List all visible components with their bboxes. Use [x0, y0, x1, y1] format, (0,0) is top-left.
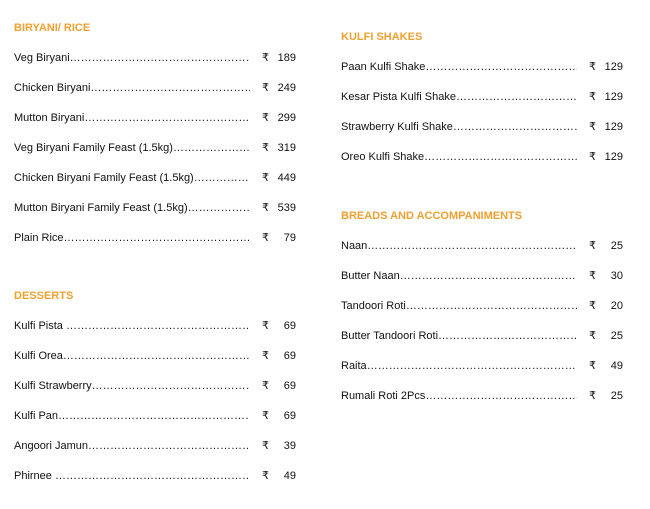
- menu-item-name: Kulfi Orea ……………………………………………………………………………………: [14, 348, 250, 364]
- menu-item-name: Angoori Jamun ……………………………………………………………………………………: [14, 438, 250, 454]
- menu-item: [14, 468, 296, 498]
- menu-item: [341, 149, 623, 179]
- rupee-icon: ₹: [589, 240, 596, 252]
- rupee-icon: ₹: [262, 350, 269, 362]
- menu-item-name: Kulfi Pista ……………………………………………………………………………………: [14, 318, 250, 334]
- menu-item: [14, 438, 296, 468]
- rupee-icon: ₹: [589, 360, 596, 372]
- menu-item-price: 25: [610, 330, 623, 342]
- section-heading: DESSERTS: [14, 290, 74, 302]
- menu-item-name: Chicken Biryani ……………………………………………………………………………………: [14, 80, 250, 96]
- menu-item-price: 449: [277, 172, 296, 184]
- menu-item-price: 20: [610, 300, 623, 312]
- menu-item-name: Mutton Biryani Family Feast (1.5kg) ……………………………………………………………………………………: [14, 200, 250, 216]
- menu-item-name: Naan ……………………………………………………………………………………: [341, 238, 577, 254]
- rupee-icon: ₹: [589, 330, 596, 342]
- menu-item-price: 79: [283, 232, 296, 244]
- menu-item: [14, 80, 296, 110]
- menu-item: [14, 200, 296, 230]
- menu-item: [14, 230, 296, 260]
- menu-item-price: 129: [604, 61, 623, 73]
- menu-item: [341, 59, 623, 89]
- menu-item-name: Rumali Roti 2Pcs ……………………………………………………………………………………: [341, 388, 577, 404]
- menu-item: [341, 89, 623, 119]
- rupee-icon: ₹: [262, 202, 269, 214]
- menu-item-price: 25: [610, 240, 623, 252]
- menu-item: [14, 170, 296, 200]
- menu-item-name: Mutton Biryani ……………………………………………………………………………………: [14, 110, 250, 126]
- menu-item-price: 249: [277, 82, 296, 94]
- menu-item-price: 129: [604, 151, 623, 163]
- menu-item: [14, 110, 296, 140]
- menu-item: [341, 298, 623, 328]
- menu-item-price: 539: [277, 202, 296, 214]
- menu-item: [341, 238, 623, 268]
- menu-item-price: 69: [283, 380, 296, 392]
- menu-item-name: Veg Biryani ……………………………………………………………………………………: [14, 50, 250, 66]
- menu-item-price: 69: [283, 320, 296, 332]
- rupee-icon: ₹: [589, 61, 596, 73]
- rupee-icon: ₹: [262, 232, 269, 244]
- menu-item: [341, 388, 623, 418]
- section-breads-accompaniments: [341, 208, 623, 418]
- rupee-icon: ₹: [589, 390, 596, 402]
- menu-item-name: Plain Rice ……………………………………………………………………………………: [14, 230, 250, 246]
- menu-item-price: 49: [283, 470, 296, 482]
- rupee-icon: ₹: [589, 300, 596, 312]
- rupee-icon: ₹: [262, 320, 269, 332]
- menu-item: [14, 348, 296, 378]
- menu-item-name: Kulfi Pan ……………………………………………………………………………………: [14, 408, 250, 424]
- section-heading: BIRYANI/ RICE: [14, 22, 91, 34]
- menu-item-name: Butter Naan ……………………………………………………………………………………: [341, 268, 577, 284]
- menu-item-price: 69: [283, 410, 296, 422]
- rupee-icon: ₹: [589, 91, 596, 103]
- menu-item-name: Phirnee ……………………………………………………………………………………: [14, 468, 250, 484]
- rupee-icon: ₹: [262, 410, 269, 422]
- menu-item: [14, 318, 296, 348]
- menu-item: [14, 140, 296, 170]
- menu-item-name: Paan Kulfi Shake ……………………………………………………………………………………: [341, 59, 577, 75]
- rupee-icon: ₹: [262, 470, 269, 482]
- menu-item-name: Oreo Kulfi Shake ……………………………………………………………………………………: [341, 149, 577, 165]
- rupee-icon: ₹: [589, 151, 596, 163]
- menu-item-price: 189: [277, 52, 296, 64]
- menu-item-name: Tandoori Roti ……………………………………………………………………………………: [341, 298, 577, 314]
- rupee-icon: ₹: [589, 121, 596, 133]
- section-desserts: [14, 288, 296, 498]
- menu-item: [341, 119, 623, 149]
- menu-item-price: 129: [604, 91, 623, 103]
- menu-item: [14, 378, 296, 408]
- rupee-icon: ₹: [262, 112, 269, 124]
- menu-item-price: 25: [610, 390, 623, 402]
- menu-item-name: Kulfi Strawberry ……………………………………………………………………………………: [14, 378, 250, 394]
- menu-item-name: Raita ……………………………………………………………………………………: [341, 358, 577, 374]
- menu-item-price: 69: [283, 350, 296, 362]
- rupee-icon: ₹: [589, 270, 596, 282]
- menu-item-name: Kesar Pista Kulfi Shake ……………………………………………………………………………………: [341, 89, 577, 105]
- rupee-icon: ₹: [262, 380, 269, 392]
- menu-item: [14, 408, 296, 438]
- menu-item: [341, 358, 623, 388]
- menu-item-price: 299: [277, 112, 296, 124]
- section-kulfi-shakes: [341, 29, 623, 179]
- rupee-icon: ₹: [262, 142, 269, 154]
- menu-item-price: 39: [283, 440, 296, 452]
- menu-item-price: 129: [604, 121, 623, 133]
- menu-item: [341, 328, 623, 358]
- rupee-icon: ₹: [262, 52, 269, 64]
- menu-item-price: 319: [277, 142, 296, 154]
- section-heading: BREADS AND ACCOMPANIMENTS: [341, 210, 523, 222]
- menu-item-price: 49: [610, 360, 623, 372]
- menu-item-name: Chicken Biryani Family Feast (1.5kg) ……………………………………………………………………………………: [14, 170, 250, 186]
- section-biryani-rice: [14, 20, 296, 260]
- rupee-icon: ₹: [262, 82, 269, 94]
- section-heading: KULFI SHAKES: [341, 31, 423, 43]
- menu-item-name: Strawberry Kulfi Shake ……………………………………………………………………………………: [341, 119, 577, 135]
- menu-item-name: Veg Biryani Family Feast (1.5kg) ……………………………………………………………………………………: [14, 140, 250, 156]
- menu-item-name: Butter Tandoori Roti ……………………………………………………………………………………: [341, 328, 577, 344]
- menu-item: [341, 268, 623, 298]
- menu-item-price: 30: [610, 270, 623, 282]
- rupee-icon: ₹: [262, 440, 269, 452]
- menu-item: [14, 50, 296, 80]
- rupee-icon: ₹: [262, 172, 269, 184]
